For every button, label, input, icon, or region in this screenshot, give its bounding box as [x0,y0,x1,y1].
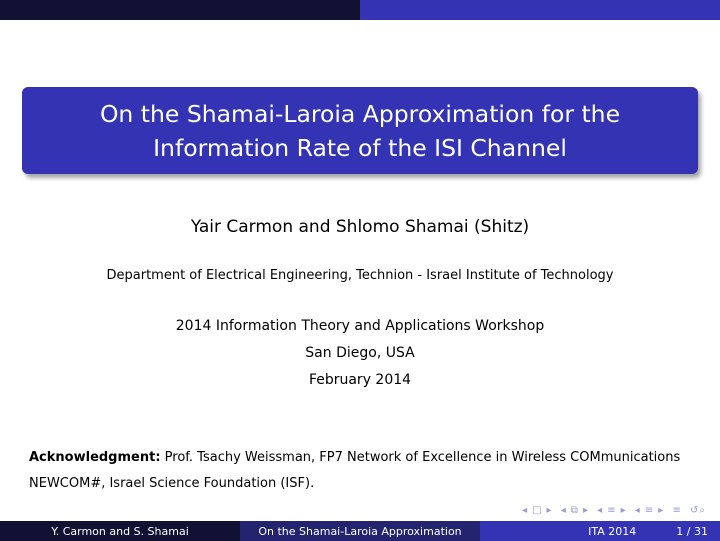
slide-title-line1: On the Shamai-Laroia Approximation for the [99,99,621,128]
footer-right [480,521,720,541]
header-bar-left [0,0,360,20]
nav-next-frame-icon[interactable]: ▸ [546,505,553,516]
nav-next-slide-icon[interactable]: ▸ [658,505,665,516]
header-bar [0,0,720,20]
nav-next-section-icon[interactable]: ▸ [582,505,589,516]
nav-section-icon[interactable]: ⧉ [570,505,579,516]
nav-prev-frame-icon[interactable]: ◂ [522,505,529,516]
event-location: San Diego, USA [305,345,415,361]
nav-next-subsection-icon[interactable]: ▸ [620,505,627,516]
title-block [22,87,698,174]
footer-conference: ITA 2014 [588,524,637,538]
authors: Yair Carmon and Shlomo Shamai (Shitz) [190,217,530,237]
navigation-symbols [518,505,706,516]
nav-search-icon[interactable]: ↺⌕ [690,505,706,516]
footer-authors: Y. Carmon and S. Shamai [0,521,240,541]
acknowledgment-text: Prof. Tsachy Weissman, FP7 Network of Excellence in Wireless COMmunications NEWCOM#, Israel Science Foundation (ISF). [29,450,681,491]
acknowledgment-label: Acknowledgment: [29,450,161,465]
event-name: 2014 Information Theory and Applications Workshop [175,318,545,334]
nav-frame-icon[interactable]: □ [532,505,543,516]
nav-prev-subsection-icon[interactable]: ◂ [597,505,604,516]
institute: Department of Electrical Engineering, Technion - Israel Institute of Technology [106,268,614,283]
nav-align-icon[interactable]: ≡ [672,505,682,516]
footer-bar [0,521,720,541]
footer-page-number: 1 / 31 [676,524,708,538]
slide-title-line2: Information Rate of the ISI Channel [153,133,567,162]
nav-subsection-icon[interactable]: ≡ [607,505,617,516]
nav-slide-icon[interactable]: ≡ [644,505,655,516]
event-date: February 2014 [308,372,412,388]
acknowledgment [29,445,699,497]
nav-prev-section-icon[interactable]: ◂ [560,505,567,516]
footer-title: On the Shamai-Laroia Approximation [240,521,480,541]
nav-prev-slide-icon[interactable]: ◂ [634,505,641,516]
header-bar-right [360,0,720,20]
